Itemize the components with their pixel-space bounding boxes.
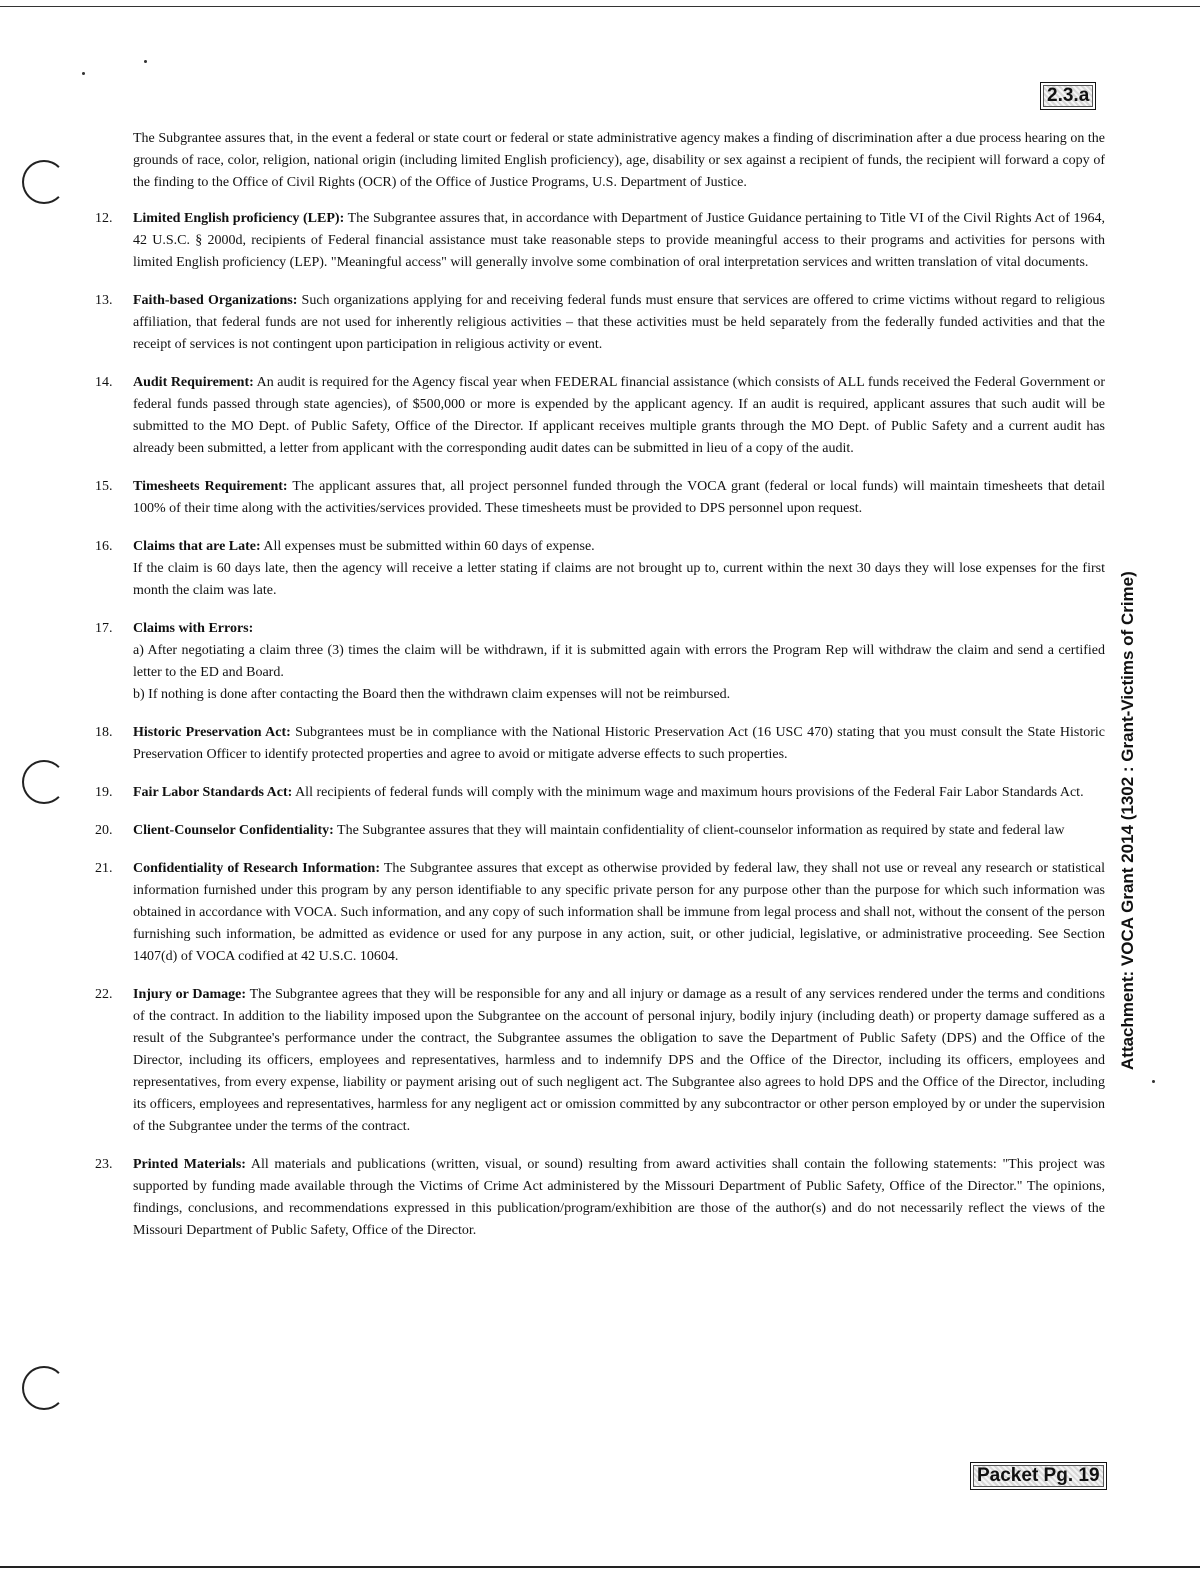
provision-subparagraph: b) If nothing is done after contacting the Board then the withdrawn claim expenses will not be reimbursed.: [133, 687, 731, 702]
scan-speck: [82, 72, 85, 75]
provision-item: [95, 984, 1105, 1138]
provision-number: 21.: [95, 861, 113, 876]
scan-speck: [1152, 1080, 1155, 1083]
scan-edge-bottom: [0, 1566, 1200, 1568]
provision-item: [95, 618, 1105, 706]
provision-body: [133, 858, 1105, 968]
provision-text: The Subgrantee agrees that they will be responsible for any and all injury or damage as a result of any services rendered under the terms and conditions of the contract. In addition to the liability imposed upon the Subgrantee on the account of personal injury, bodily injury (including death) or property damage suffered as a result of the Subgrantee's performance under the contract, the Subgrantee assumes the obligation to save the Department of Public Safety (DPS) and the Office of the Director, including its officers, employees and representatives, harmless and to indemnify DPS and the Office of the Director, including its officers, employees and representatives, from every expense, liability or payment arising out of such negligent act. The Subgrantee also agrees to hold DPS and the Office of the Director, including its officers, employees and representatives, harmless for any negligent act or omission committed by any subcontractor or other person employed by or under the supervision of the Subgrantee under the terms of the contract.: [133, 987, 1105, 1134]
provision-paragraph: [133, 858, 1105, 968]
provision-body: [133, 820, 1105, 842]
provision-body: [133, 372, 1105, 460]
provision-item: [95, 536, 1105, 602]
provision-title: Faith-based Organizations:: [133, 293, 298, 308]
provision-text: All recipients of federal funds will comply with the minimum wage and maximum hours provisions of the Federal Fair Labor Standards Act.: [292, 785, 1084, 800]
provision-number: 19.: [95, 785, 113, 800]
provision-number: 15.: [95, 479, 113, 494]
provision-body: [133, 476, 1105, 520]
provision-paragraph: [133, 290, 1105, 356]
provision-item: [95, 290, 1105, 356]
provision-item: [95, 820, 1105, 842]
provision-text: An audit is required for the Agency fiscal year when FEDERAL financial assistance (which consists of ALL funds received the Federal Government or federal funds passed through state agencies), of $500,000 or more is expended by the applicant agency. If an audit is required, applicant assures that such audit will be submitted to the MO Dept. of Public Safety, Office of the Director. If applicant receives multiple grants through the MO Dept. of Public Safety and a current audit has already been submitted, a letter from applicant with the corresponding audit dates can be submitted in lieu of a copy of the audit.: [133, 375, 1105, 456]
packet-page-stamp: Packet Pg. 19: [970, 1462, 1107, 1490]
provision-paragraph: [133, 820, 1105, 842]
provision-paragraph: [133, 476, 1105, 520]
provision-body: [133, 618, 1105, 706]
provision-item: [95, 722, 1105, 766]
provision-title: Claims with Errors:: [133, 621, 254, 636]
provision-paragraph: [133, 782, 1105, 804]
provision-item: [95, 208, 1105, 274]
provision-title: Client-Counselor Confidentiality:: [133, 823, 334, 838]
provision-number: 16.: [95, 539, 113, 554]
provision-text: The Subgrantee assures that except as otherwise provided by federal law, they shall not use or reveal any research or statistical information furnished under this program by any person identifiable to any specific private person for any purpose other than the purpose for which such information was obtained in accordance with VOCA. Such information, and any copy of such information shall be immune from legal process and shall not, without the consent of the person furnishing such information, be admitted as evidence or used for any purpose in any action, suit, or other judicial, legislative, or administrative proceeding. See Section 1407(d) of VOCA codified at 42 U.S.C. 10604.: [133, 861, 1105, 964]
provision-paragraph: [133, 208, 1105, 274]
provision-title: Historic Preservation Act:: [133, 725, 291, 740]
provision-item: [95, 1154, 1105, 1242]
provision-title: Limited English proficiency (LEP):: [133, 211, 345, 226]
provision-title: Claims that are Late:: [133, 539, 261, 554]
scan-speck: [144, 60, 147, 63]
punch-hole: [22, 160, 66, 204]
provision-title: Injury or Damage:: [133, 987, 247, 1002]
provision-text: Such organizations applying for and receiving federal funds must ensure that services are offered to crime victims without regard to religious affiliation, that federal funds are not used for inherently religious activities – that these activities must be held separately from the federally funded activities and that the receipt of services is not contingent upon participation in religious activity or event.: [133, 293, 1105, 352]
provision-title: Printed Materials:: [133, 1157, 246, 1172]
provision-subparagraph: If the claim is 60 days late, then the agency will receive a letter stating if claims are not brought up to, current within the next 30 days they will lose expenses for the first month the claim was late.: [133, 561, 1105, 598]
provision-number: 14.: [95, 375, 113, 390]
provision-title: Audit Requirement:: [133, 375, 254, 390]
provision-number: 13.: [95, 293, 113, 308]
provision-paragraph: [133, 372, 1105, 460]
provision-paragraph: [133, 618, 1105, 640]
attachment-side-label: Attachment: VOCA Grant 2014 (1302 : Grant-Victims of Crime): [1118, 571, 1137, 1070]
provision-number: 23.: [95, 1157, 113, 1172]
provision-body: [133, 722, 1105, 766]
provision-paragraph: [133, 536, 1105, 558]
provision-number: 22.: [95, 987, 113, 1002]
provision-body: [133, 208, 1105, 274]
provision-number: 17.: [95, 621, 113, 636]
provision-body: [133, 1154, 1105, 1242]
provision-text: The Subgrantee assures that, in accordance with Department of Justice Guidance pertaining to Title VI of the Civil Rights Act of 1964, 42 U.S.C. § 2000d, recipients of Federal financial assistance must take reasonable steps to provide meaningful access to their programs and activities for persons with limited English proficiency (LEP). "Meaningful access" will generally involve some combination of oral interpretation services and written translation of vital documents.: [133, 211, 1105, 270]
provision-item: [95, 372, 1105, 460]
provision-text: All materials and publications (written, visual, or sound) resulting from award activities shall contain the following statements: "This project was supported by funding made available through the Victims of Crime Act administered by the Missouri Department of Public Safety, Office of the Director." The opinions, findings, conclusions, and recommendations expressed in this publication/program/exhibition are those of the author(s) and do not necessarily reflect the views of the Missouri Department of Public Safety, Office of the Director.: [133, 1157, 1105, 1238]
provision-body: [133, 984, 1105, 1138]
provision-body: [133, 782, 1105, 804]
provision-number: 12.: [95, 211, 113, 226]
provision-item: [95, 858, 1105, 968]
provision-number: 20.: [95, 823, 113, 838]
provision-title: Fair Labor Standards Act:: [133, 785, 293, 800]
provision-paragraph: [133, 984, 1105, 1138]
provision-text: All expenses must be submitted within 60 days of expense.: [260, 539, 595, 554]
document-body: [95, 128, 1105, 1258]
provision-text: The Subgrantee assures that they will maintain confidentiality of client-counselor information as required by state and federal law: [333, 823, 1065, 838]
punch-hole: [22, 1366, 66, 1410]
lead-paragraph: The Subgrantee assures that, in the event a federal or state court or federal or state administrative agency makes a finding of discrimination after a due process hearing on the grounds of race, color, religion, national origin (including limited English proficiency), age, disability or sex against a recipient of funds, the recipient will forward a copy of the finding to the Office of Civil Rights (OCR) of the Office of Justice Programs, U.S. Department of Justice.: [133, 131, 1105, 190]
provision-item: [95, 476, 1105, 520]
provision-subparagraph: a) After negotiating a claim three (3) times the claim will be withdrawn, if it is submitted again with errors the Program Rep will withdraw the claim and send a certified letter to the ED and Board.: [133, 643, 1105, 680]
agenda-item-stamp: 2.3.a: [1040, 82, 1096, 110]
provision-body: [133, 536, 1105, 602]
punch-hole: [22, 760, 66, 804]
provision-paragraph: [133, 1154, 1105, 1242]
provision-text: Subgrantees must be in compliance with the National Historic Preservation Act (16 USC 470) stating that you must consult the State Historic Preservation Officer to identify protected properties and agree to avoid or mitigate adverse effects to such properties.: [133, 725, 1105, 762]
scan-edge-top: [0, 6, 1200, 7]
provision-item: [95, 782, 1105, 804]
provisions-list: [95, 208, 1105, 1242]
provision-body: [133, 290, 1105, 356]
provision-title: Confidentiality of Research Information:: [133, 861, 380, 876]
provision-text: The applicant assures that, all project personnel funded through the VOCA grant (federal or local funds) will maintain timesheets that detail 100% of their time along with the activities/services provided. These timesheets must be provided to DPS personnel upon request.: [133, 479, 1105, 516]
provision-paragraph: [133, 722, 1105, 766]
provision-title: Timesheets Requirement:: [133, 479, 288, 494]
provision-number: 18.: [95, 725, 113, 740]
